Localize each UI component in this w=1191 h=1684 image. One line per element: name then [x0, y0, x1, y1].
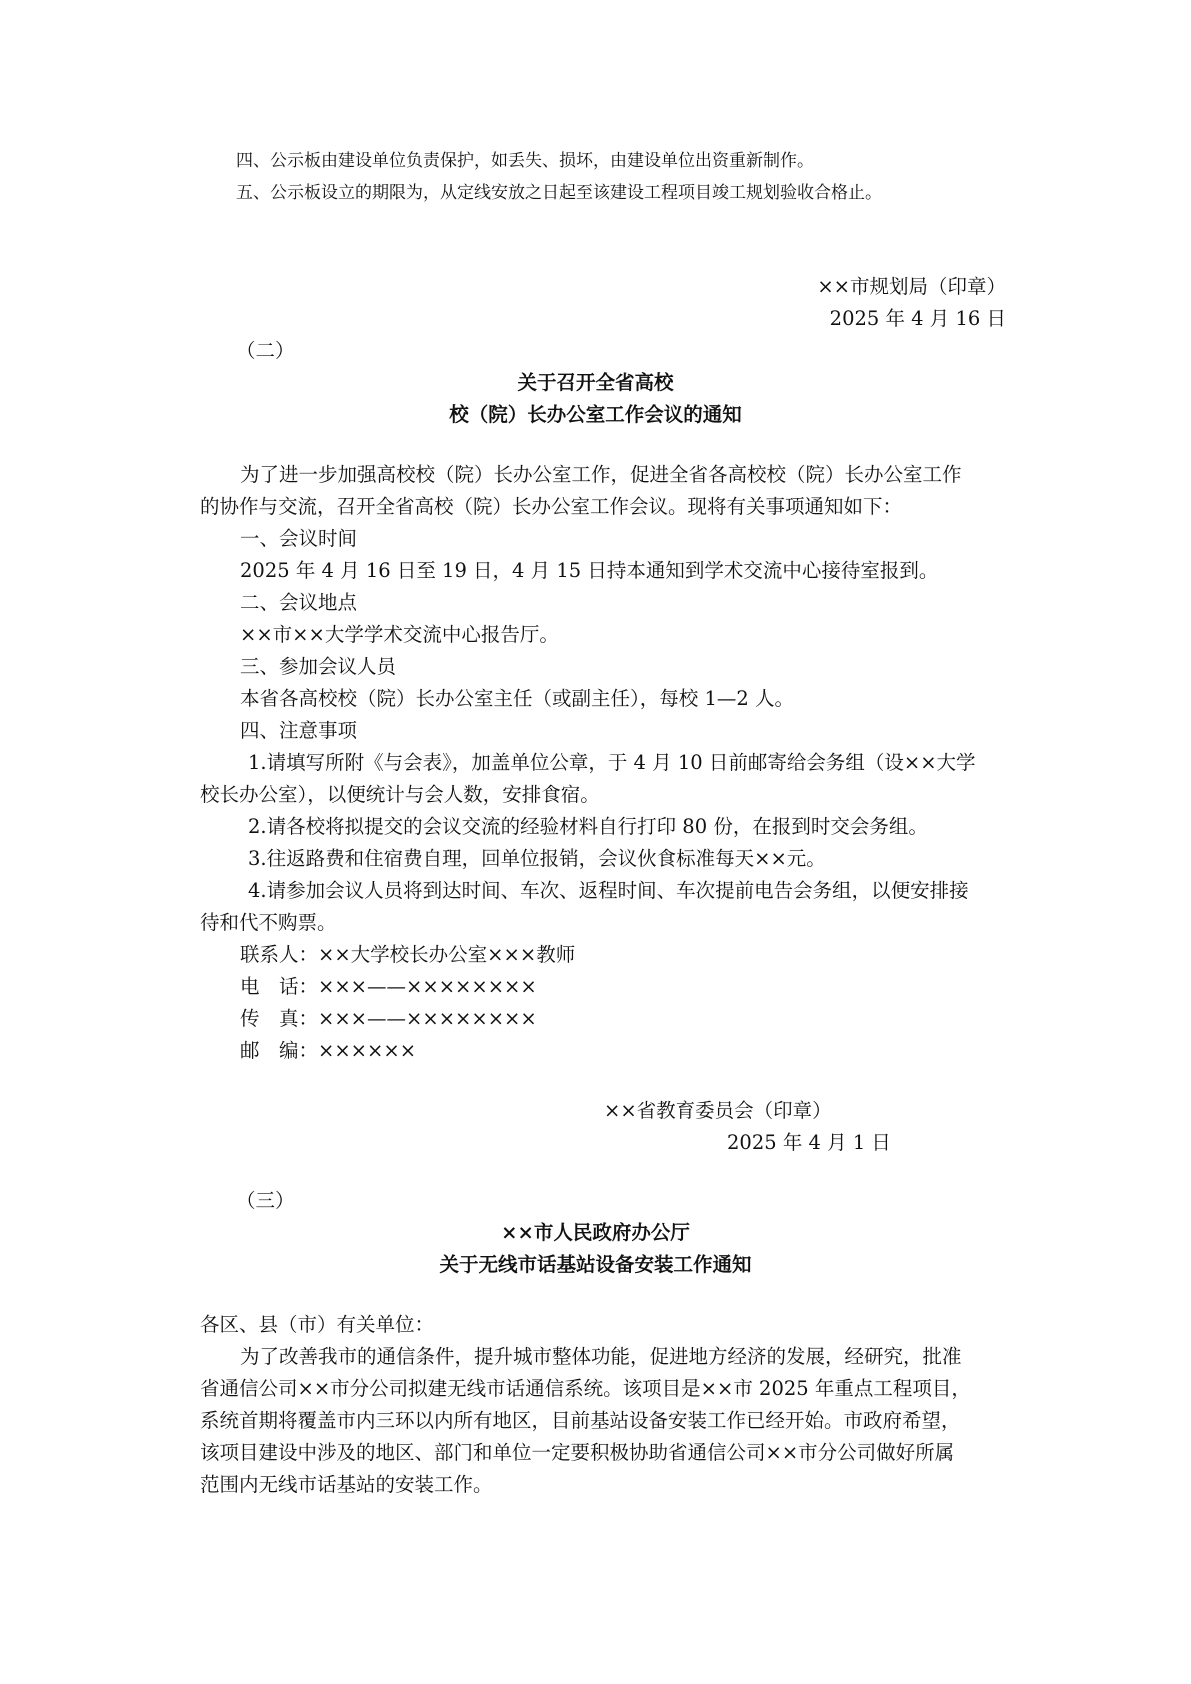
section-two-body: ××市××大学学术交流中心报告厅。 [240, 623, 559, 646]
clause-four: 四、公示板由建设单位负责保护，如丢失、损坏，由建设单位出资重新制作。 [236, 151, 814, 171]
notice-three-body-line3: 系统首期将覆盖市内三环以内所有地区，目前基站设备安装工作已经开始。市政府希望， [200, 1409, 961, 1432]
section-four-heading: 四、注意事项 [240, 719, 358, 742]
item-one-line1: 1.请填写所附《与会表》，加盖单位公章，于 4 月 10 日前邮寄给会务组（设××大学 [248, 751, 976, 774]
notice-two-intro-line2: 的协作与交流，召开全省高校（院）长办公室工作会议。现将有关事项通知如下： [200, 495, 903, 518]
contact-person: 联系人：××大学校长办公室×××教师 [240, 943, 576, 966]
signer-education-committee: ××省教育委员会（印章） [604, 1099, 832, 1122]
notice-three-addressee: 各区、县（市）有关单位： [200, 1313, 435, 1336]
notice-two-title-line2: 校（院）长办公室工作会议的通知 [449, 403, 742, 426]
date-planning-bureau: 2025 年 4 月 16 日 [829, 307, 1006, 330]
item-two: 2.请各校将拟提交的会议交流的经验材料自行打印 80 份，在报到时交会务组。 [248, 815, 928, 838]
section-three-heading: 三、参加会议人员 [240, 655, 397, 678]
notice-three-title-line1: ××市人民政府办公厅 [501, 1221, 690, 1244]
notice-three-title-line2: 关于无线市话基站设备安装工作通知 [439, 1253, 752, 1276]
notice-three-body-line4: 该项目建设中涉及的地区、部门和单位一定要积极协助省通信公司××市分公司做好所属 [200, 1441, 955, 1464]
date-education-committee: 2025 年 4 月 1 日 [727, 1131, 891, 1154]
contact-phone: 电 话：×××——×××××××× [240, 975, 537, 998]
notice-three-body-line1: 为了改善我市的通信条件，提升城市整体功能，促进地方经济的发展，经研究，批准 [240, 1345, 962, 1368]
notice-three-body-line2: 省通信公司××市分公司拟建无线市话通信系统。该项目是××市 2025 年重点工程项目， [200, 1377, 971, 1400]
section-three-body: 本省各高校校（院）长办公室主任（或副主任），每校 1—2 人。 [240, 687, 794, 710]
notice-two-title-line1: 关于召开全省高校 [517, 371, 674, 394]
clause-five: 五、公示板设立的期限为，从定线安放之日起至该建设工程项目竣工规划验收合格止。 [236, 183, 882, 203]
section-one-body: 2025 年 4 月 16 日至 19 日，4 月 15 日持本通知到学术交流中心接待室报到。 [240, 559, 939, 582]
notice-three-number: （三） [236, 1189, 295, 1212]
item-four-line1: 4.请参加会议人员将到达时间、车次、返程时间、车次提前电告会务组，以便安排接 [248, 879, 969, 902]
notice-two-intro-line1: 为了进一步加强高校校（院）长办公室工作，促进全省各高校校（院）长办公室工作 [240, 463, 962, 486]
item-three: 3.往返路费和住宿费自理，回单位报销，会议伙食标准每天××元。 [248, 847, 826, 870]
section-two-heading: 二、会议地点 [240, 591, 358, 614]
section-one-heading: 一、会议时间 [240, 527, 358, 550]
contact-postcode: 邮 编：×××××× [240, 1039, 417, 1062]
notice-three-body-line5: 范围内无线市话基站的安装工作。 [200, 1473, 493, 1496]
notice-two-number: （二） [236, 339, 295, 362]
contact-fax: 传 真：×××——×××××××× [240, 1007, 537, 1030]
signer-planning-bureau: ××市规划局（印章） [817, 275, 1006, 298]
item-one-line2: 校长办公室），以便统计与会人数，安排食宿。 [200, 783, 600, 806]
item-four-line2: 待和代不购票。 [200, 911, 337, 934]
